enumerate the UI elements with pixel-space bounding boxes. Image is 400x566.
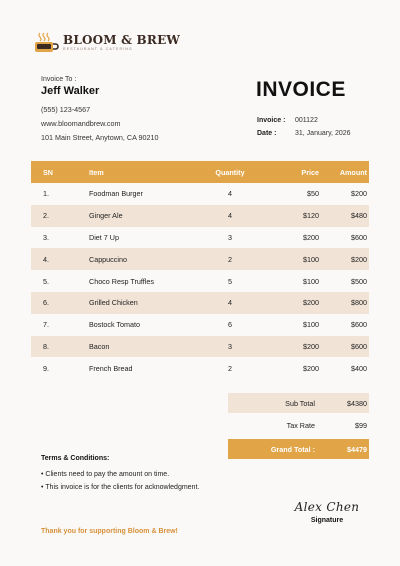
subtotal-label: Sub Total — [285, 398, 315, 408]
cell-item: Ginger Ale — [89, 211, 123, 221]
thank-you-note: Thank you for supporting Bloom & Brew! — [41, 528, 178, 535]
tax-label: Tax Rate — [286, 420, 315, 430]
cell-amount: $480 — [351, 211, 367, 221]
cell-sn: 5. — [43, 276, 49, 286]
table-header — [31, 161, 369, 183]
cell-quantity: 3 — [228, 232, 232, 242]
grand-total-row — [228, 439, 369, 459]
signature-label: Signature — [310, 517, 344, 524]
cell-price: $200 — [303, 341, 319, 351]
terms-item: • This invoice is for the clients for acknowledgment. — [41, 484, 200, 491]
invoice-number-label: Invoice : — [257, 117, 286, 124]
table-row — [31, 292, 369, 314]
cell-item: Bacon — [89, 341, 110, 351]
cell-sn: 9. — [43, 363, 49, 373]
cell-amount: $500 — [351, 276, 367, 286]
terms-heading: Terms & Conditions: — [41, 455, 110, 462]
cell-amount: $200 — [351, 189, 367, 199]
cell-item: Choco Resp Truffles — [89, 276, 154, 286]
table-row — [31, 270, 369, 292]
grand-total-label: Grand Total : — [270, 444, 315, 454]
cell-sn: 3. — [43, 232, 49, 242]
cell-quantity: 2 — [228, 254, 232, 264]
cell-quantity: 2 — [228, 363, 232, 373]
brand-logo — [33, 32, 180, 54]
table-row — [31, 336, 369, 358]
cell-sn: 4. — [43, 254, 49, 264]
terms-section — [41, 455, 199, 491]
items-table — [31, 161, 369, 379]
cell-price: $100 — [303, 320, 319, 330]
client-website: www.bloomandbrew.com — [41, 119, 121, 128]
cell-amount: $200 — [351, 254, 367, 264]
tax-value: $99 — [355, 420, 367, 430]
cell-sn: 2. — [43, 211, 49, 221]
cell-sn: 7. — [43, 320, 49, 330]
invoice-number: 001122 — [295, 117, 318, 124]
signature-block — [287, 500, 367, 524]
table-row — [31, 205, 369, 227]
totals-section — [228, 393, 369, 459]
header-amount: Amount — [339, 167, 367, 177]
cell-item: Diet 7 Up — [89, 232, 119, 242]
header-price: Price — [301, 167, 319, 177]
table-row — [31, 314, 369, 336]
cell-item: Grilled Chicken — [89, 298, 138, 308]
cell-price: $200 — [303, 363, 319, 373]
cell-quantity: 6 — [228, 320, 232, 330]
cell-item: French Bread — [89, 363, 133, 373]
client-name: Jeff Walker — [41, 85, 100, 97]
signature-name: Alex Chen — [294, 500, 360, 514]
table-row — [31, 248, 369, 270]
cell-amount: $400 — [351, 363, 367, 373]
header-quantity: Quantity — [215, 167, 245, 177]
bill-to-label: Invoice To : — [41, 76, 77, 83]
cell-amount: $600 — [351, 320, 367, 330]
tax-row — [228, 415, 369, 435]
table-row — [31, 357, 369, 379]
subtotal-value: $4380 — [347, 398, 367, 408]
cell-amount: $600 — [351, 341, 367, 351]
table-row — [31, 227, 369, 249]
client-address: 101 Main Street, Anytown, CA 90210 — [41, 133, 159, 142]
cell-price: $100 — [303, 254, 319, 264]
brand-name: BLOOM & BREW — [63, 33, 181, 48]
cell-sn: 1. — [43, 189, 49, 199]
brand-tagline: RESTAURANT & CATERING — [63, 47, 133, 52]
cell-sn: 6. — [43, 298, 49, 308]
cell-sn: 8. — [43, 341, 49, 351]
cell-amount: $600 — [351, 232, 367, 242]
invoice-date: 31, January, 2026 — [295, 130, 351, 137]
cell-price: $50 — [307, 189, 319, 199]
header-sn: SN — [43, 167, 53, 177]
cell-amount: $800 — [351, 298, 367, 308]
bill-to-section — [41, 76, 158, 142]
cell-item: Bostock Tomato — [89, 320, 141, 330]
invoice-meta — [257, 117, 351, 143]
client-phone: (555) 123-4567 — [41, 105, 91, 114]
cell-price: $100 — [303, 276, 319, 286]
coffee-cup-icon — [33, 32, 59, 54]
cell-item: Foodman Burger — [89, 189, 143, 199]
invoice-date-label: Date : — [257, 130, 277, 137]
table-row — [31, 183, 369, 205]
cell-price: $200 — [303, 298, 319, 308]
cell-quantity: 4 — [228, 298, 232, 308]
table-body — [31, 183, 369, 379]
cell-quantity: 5 — [228, 276, 232, 286]
invoice-title: INVOICE — [256, 78, 346, 101]
cell-quantity: 3 — [228, 341, 232, 351]
subtotal-row — [228, 393, 369, 413]
cell-quantity: 4 — [228, 189, 232, 199]
header-item: Item — [89, 167, 104, 177]
cell-quantity: 4 — [228, 211, 232, 221]
cell-item: Cappuccino — [89, 254, 127, 264]
terms-item: • Clients need to pay the amount on time. — [41, 471, 170, 478]
cell-price: $120 — [303, 211, 319, 221]
cell-price: $200 — [303, 232, 319, 242]
grand-total-value: $4479 — [347, 444, 367, 454]
